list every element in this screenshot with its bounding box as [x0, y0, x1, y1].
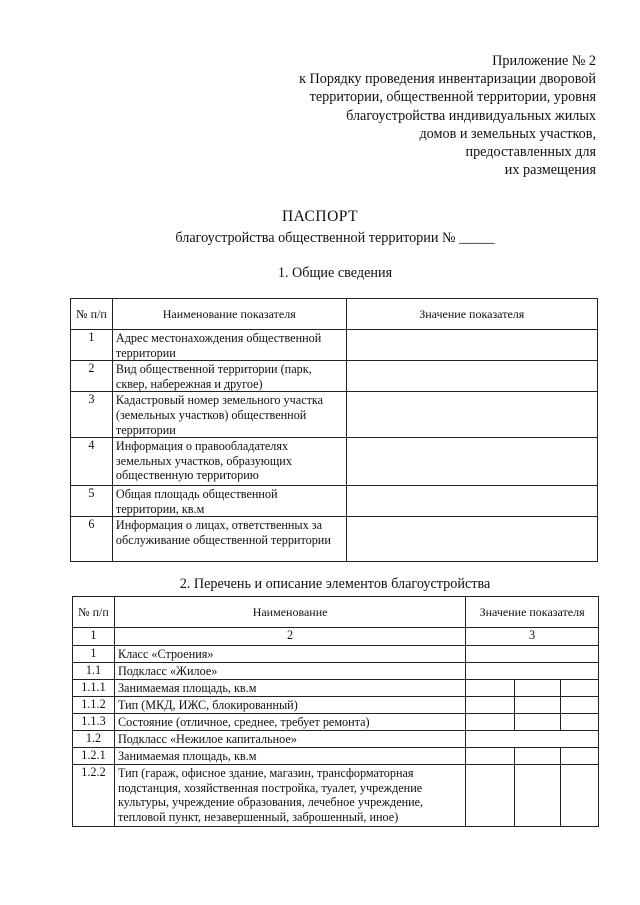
- row-num: 6: [71, 517, 113, 562]
- value-cell[interactable]: [515, 714, 561, 731]
- column-index: 3: [466, 628, 599, 646]
- row-name: Класс «Строения»: [114, 646, 465, 663]
- row-name: Занимаемая площадь, кв.м: [114, 680, 465, 697]
- value-cell[interactable]: [466, 714, 515, 731]
- row-num: 1: [71, 330, 113, 361]
- section1-title: 1. Общие сведения: [277, 265, 393, 281]
- row-num: 1.1.1: [73, 680, 115, 697]
- passport-subtitle: благоустройства общественной территории № _____: [175, 230, 495, 246]
- row-name: Информация о правообладателях земельных участков, образующих общественную территорию: [112, 438, 346, 486]
- value-cell[interactable]: [515, 748, 561, 765]
- table-row: [73, 680, 599, 697]
- appendix-line: к Порядку проведения инвентаризации дворовой: [299, 71, 596, 88]
- row-num: 3: [71, 392, 113, 438]
- value-cell[interactable]: [561, 680, 599, 697]
- row-name: Состояние (отличное, среднее, требует ремонта): [114, 714, 465, 731]
- appendix-line: территории, общественной территории, уровня: [309, 89, 596, 106]
- appendix-line: благоустройства индивидуальных жилых: [346, 107, 596, 124]
- value-cell[interactable]: [561, 714, 599, 731]
- row-name: Тип (гараж, офисное здание, магазин, трансформаторная подстанция, хозяйственная постройка, туалет, учреждение культуры, учреждение образования, лечебное учреждение, тепловой пункт, незавершенный, заброшенный, иное): [114, 765, 465, 827]
- row-name: Адрес местонахождения общественной территории: [112, 330, 346, 361]
- table-row: [73, 731, 599, 748]
- column-index: 1: [73, 628, 115, 646]
- section2-title: 2. Перечень и описание элементов благоустройства: [179, 576, 491, 592]
- header-name: Наименование показателя: [112, 299, 346, 330]
- column-index-row: [73, 628, 599, 646]
- column-index: 2: [114, 628, 465, 646]
- appendix-line: Приложение № 2: [492, 53, 596, 69]
- row-name: Занимаемая площадь, кв.м: [114, 748, 465, 765]
- table-header-row: [73, 597, 599, 628]
- row-name: Кадастровый номер земельного участка (земельных участков) общественной территории: [112, 392, 346, 438]
- appendix-line: предоставленных для: [465, 144, 596, 161]
- row-num: 5: [71, 486, 113, 517]
- row-value[interactable]: [466, 663, 599, 680]
- appendix-header: [176, 52, 596, 179]
- table-row: [71, 392, 598, 438]
- table-row: [73, 765, 599, 827]
- table-row: [73, 646, 599, 663]
- value-cell[interactable]: [561, 748, 599, 765]
- header-name: Наименование: [114, 597, 465, 628]
- header-num: № п/п: [71, 299, 113, 330]
- value-cell[interactable]: [561, 765, 599, 827]
- table-header-row: [71, 299, 598, 330]
- row-num: 1: [73, 646, 115, 663]
- row-name: Подкласс «Нежилое капитальное»: [114, 731, 465, 748]
- value-cell[interactable]: [466, 697, 515, 714]
- table-row: [71, 438, 598, 486]
- value-cell[interactable]: [466, 748, 515, 765]
- row-value[interactable]: [346, 392, 597, 438]
- row-num: 4: [71, 438, 113, 486]
- appendix-line: их размещения: [504, 162, 596, 179]
- general-info-table: [70, 298, 598, 562]
- value-cell[interactable]: [515, 680, 561, 697]
- value-cell[interactable]: [515, 697, 561, 714]
- table-row: [71, 517, 598, 562]
- row-value[interactable]: [466, 646, 599, 663]
- table-row: [73, 748, 599, 765]
- passport-title: ПАСПОРТ: [281, 208, 359, 225]
- header-num: № п/п: [73, 597, 115, 628]
- row-value[interactable]: [346, 361, 597, 392]
- row-num: 1.1.2: [73, 697, 115, 714]
- row-num: 1.2.2: [73, 765, 115, 827]
- table-row: [73, 663, 599, 680]
- row-num: 2: [71, 361, 113, 392]
- row-name: Вид общественной территории (парк, сквер, набережная и другое): [112, 361, 346, 392]
- row-value[interactable]: [466, 731, 599, 748]
- value-cell[interactable]: [561, 697, 599, 714]
- row-name: Тип (МКД, ИЖС, блокированный): [114, 697, 465, 714]
- row-num: 1.1.3: [73, 714, 115, 731]
- table-row: [73, 697, 599, 714]
- value-cell[interactable]: [466, 680, 515, 697]
- row-name: Подкласс «Жилое»: [114, 663, 465, 680]
- header-value: Значение показателя: [466, 597, 599, 628]
- row-num: 1.2.1: [73, 748, 115, 765]
- value-cell[interactable]: [515, 765, 561, 827]
- row-name: Информация о лицах, ответственных за обслуживание общественной территории: [112, 517, 346, 562]
- row-name: Общая площадь общественной территории, кв.м: [112, 486, 346, 517]
- row-value[interactable]: [346, 330, 597, 361]
- table-row: [71, 330, 598, 361]
- table-row: [71, 486, 598, 517]
- elements-table: [72, 596, 599, 827]
- row-value[interactable]: [346, 486, 597, 517]
- row-value[interactable]: [346, 438, 597, 486]
- row-value[interactable]: [346, 517, 597, 562]
- value-cell[interactable]: [466, 765, 515, 827]
- row-num: 1.2: [73, 731, 115, 748]
- header-value: Значение показателя: [346, 299, 597, 330]
- table-row: [73, 714, 599, 731]
- appendix-line: домов и земельных участков,: [419, 125, 596, 142]
- row-num: 1.1: [73, 663, 115, 680]
- table-row: [71, 361, 598, 392]
